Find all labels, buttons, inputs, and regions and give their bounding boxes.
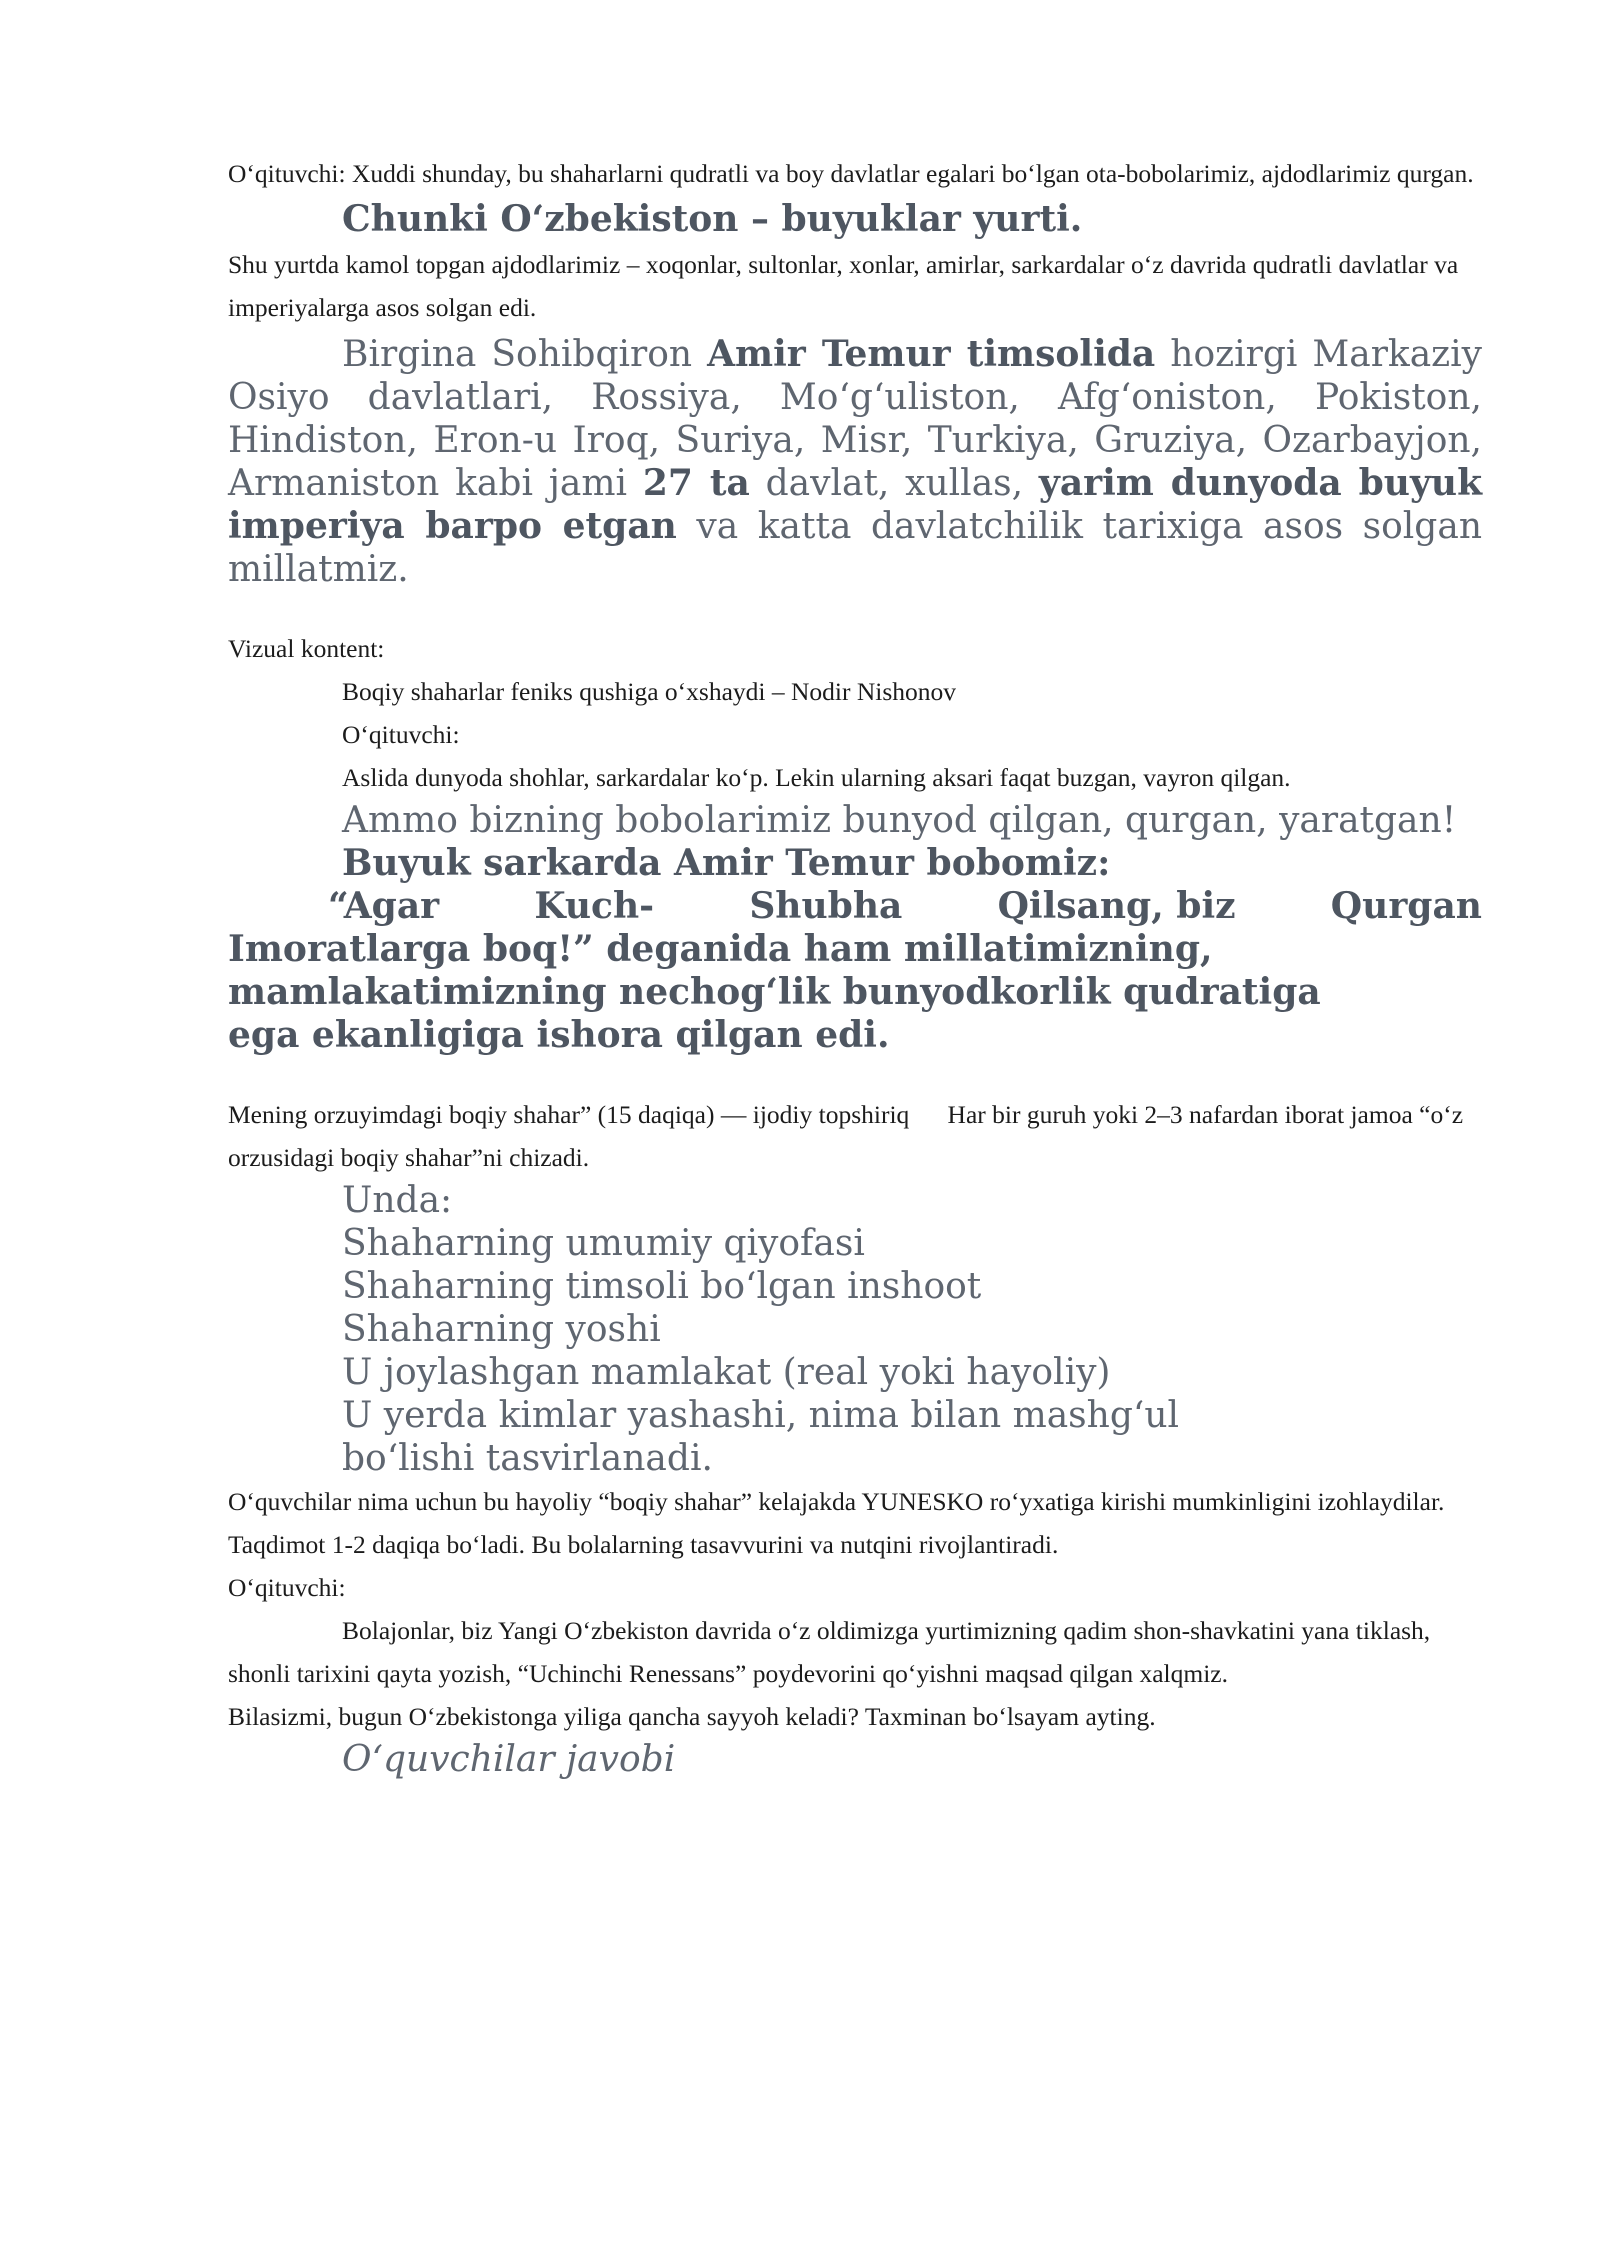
creative-task-paragraph: Mening orzuyimdagi boqiy shahar” (15 daqiqa) — ijodiy topshiriq Har bir guruh yoki 2–3 nafardan iborat jamoa “o‘z orzusidagi boqiy shahar”ni chizadi. (228, 1100, 1470, 1172)
quote-word: “Agar (328, 885, 440, 927)
teacher-label: O‘qituvchi: (342, 720, 460, 749)
spacer (228, 591, 1482, 627)
amir-temur-paragraph (228, 333, 1482, 591)
kings-paragraph: Aslida dunyoda shohlar, sarkardalar ko‘p. Lekin ularning aksari faqat buzgan, vayron qilgan. (342, 763, 1291, 792)
quote-word: Qilsang, biz (997, 885, 1236, 927)
tourists-question: Bilasizmi, bugun O‘zbekistonga yiliga qancha sayyoh keladi? Taxminan bo‘lsayam ayting. (228, 1702, 1156, 1731)
amir-temur-heading: Buyuk sarkarda Amir Temur bobomiz: (342, 842, 1111, 884)
unesco-paragraph: O‘quvchilar nima uchun bu hayoliy “boqiy shahar” kelajakda YUNESKO ro‘yxatiga kirishi mumkinligini izohlaydilar. (228, 1487, 1445, 1516)
renaissance-paragraph: Bolajonlar, biz Yangi O‘zbekiston davrida o‘z oldimizga yurtimizning qadim shon-shavkatini yana tiklash, shonli tarixini qayta yozish, “Uchinchi Renessans” poydevorini qo‘yishni maqsad qilgan xalqmiz. (228, 1616, 1431, 1688)
quote-word: Qurgan (1330, 885, 1482, 927)
visual-content-label: Vizual kontent: (228, 634, 385, 663)
quote-line: Boqiy shaharlar feniks qushiga o‘xshaydi – Nodir Nishonov (342, 677, 957, 706)
ancestors-built-line: Ammo bizning bobolarimiz bunyod qilgan, qurgan, yaratgan! (342, 800, 1457, 841)
list-item: Shaharning yoshi (342, 1309, 661, 1350)
teacher-paragraph-1: O‘qituvchi: Xuddi shunday, bu shaharlarni qudratli va boy davlatlar egalari bo‘lgan ota-bobolarimiz, ajdodlarimiz qurgan. (228, 159, 1474, 188)
list-item: Shaharning timsoli bo‘lgan inshoot (342, 1266, 982, 1307)
document-page (228, 152, 1482, 1781)
list-item: U yerda kimlar yashashi, nima bilan mashg‘ul bo‘lishi tasvirlanadi. (342, 1395, 1180, 1479)
ancestors-paragraph: Shu yurtda kamol topgan ajdodlarimiz – xoqonlar, sultonlar, xonlar, amirlar, sarkardalar o‘z davrida qudratli davlatlar va imperiyalarga asos solgan edi. (228, 250, 1459, 322)
text-run: va katta davlatchilik tarixiga asos solgan millatmiz. (228, 506, 1483, 590)
heading-buyuklar-yurti: Chunki O‘zbekiston – buyuklar yurti. (342, 198, 1083, 240)
quote-word: Kuch- (534, 885, 655, 927)
list-item: Unda: (342, 1180, 453, 1221)
teacher-label-2: O‘qituvchi: (228, 1573, 346, 1602)
quote-spread-line (228, 885, 1482, 928)
text-run: Birgina Sohibqiron (342, 334, 708, 375)
text-run: hozirgi Markaziy Osiyo davlatlari, Rossiya, Mo‘g‘uliston, Afg‘oniston, Pokiston, Hindiston, Eron-u Iroq, Suriya, Misr, Turkiya, Gruziya, Ozarbayjon, Armaniston kabi jami (228, 334, 1482, 504)
bold-run: yarim dunyoda buyuk imperiya barpo etgan (228, 462, 1483, 547)
bold-run: 27 ta (642, 462, 750, 504)
bold-run: Amir Temur timsolida (707, 333, 1156, 375)
presentation-paragraph: Taqdimot 1-2 daqiqa bo‘ladi. Bu bolalarning tasavvurini va nutqini rivojlantiradi. (228, 1530, 1059, 1559)
spacer (228, 1057, 1482, 1093)
students-answer: O‘quvchilar javobi (342, 1739, 676, 1780)
text-run: davlat, xullas, (749, 463, 1039, 504)
list-item: U joylashgan mamlakat (real yoki hayoliy) (342, 1352, 1111, 1393)
quote-word: Shubha (749, 885, 903, 927)
city-description-list (228, 1179, 1482, 1480)
quote-continuation: Imoratlarga boq!” deganida ham millatimizning, mamlakatimizning nechog‘lik bunyodkorlik qudratiga ega ekanligiga ishora qilgan edi. (228, 928, 1321, 1056)
list-item: Shaharning umumiy qiyofasi (342, 1223, 865, 1264)
